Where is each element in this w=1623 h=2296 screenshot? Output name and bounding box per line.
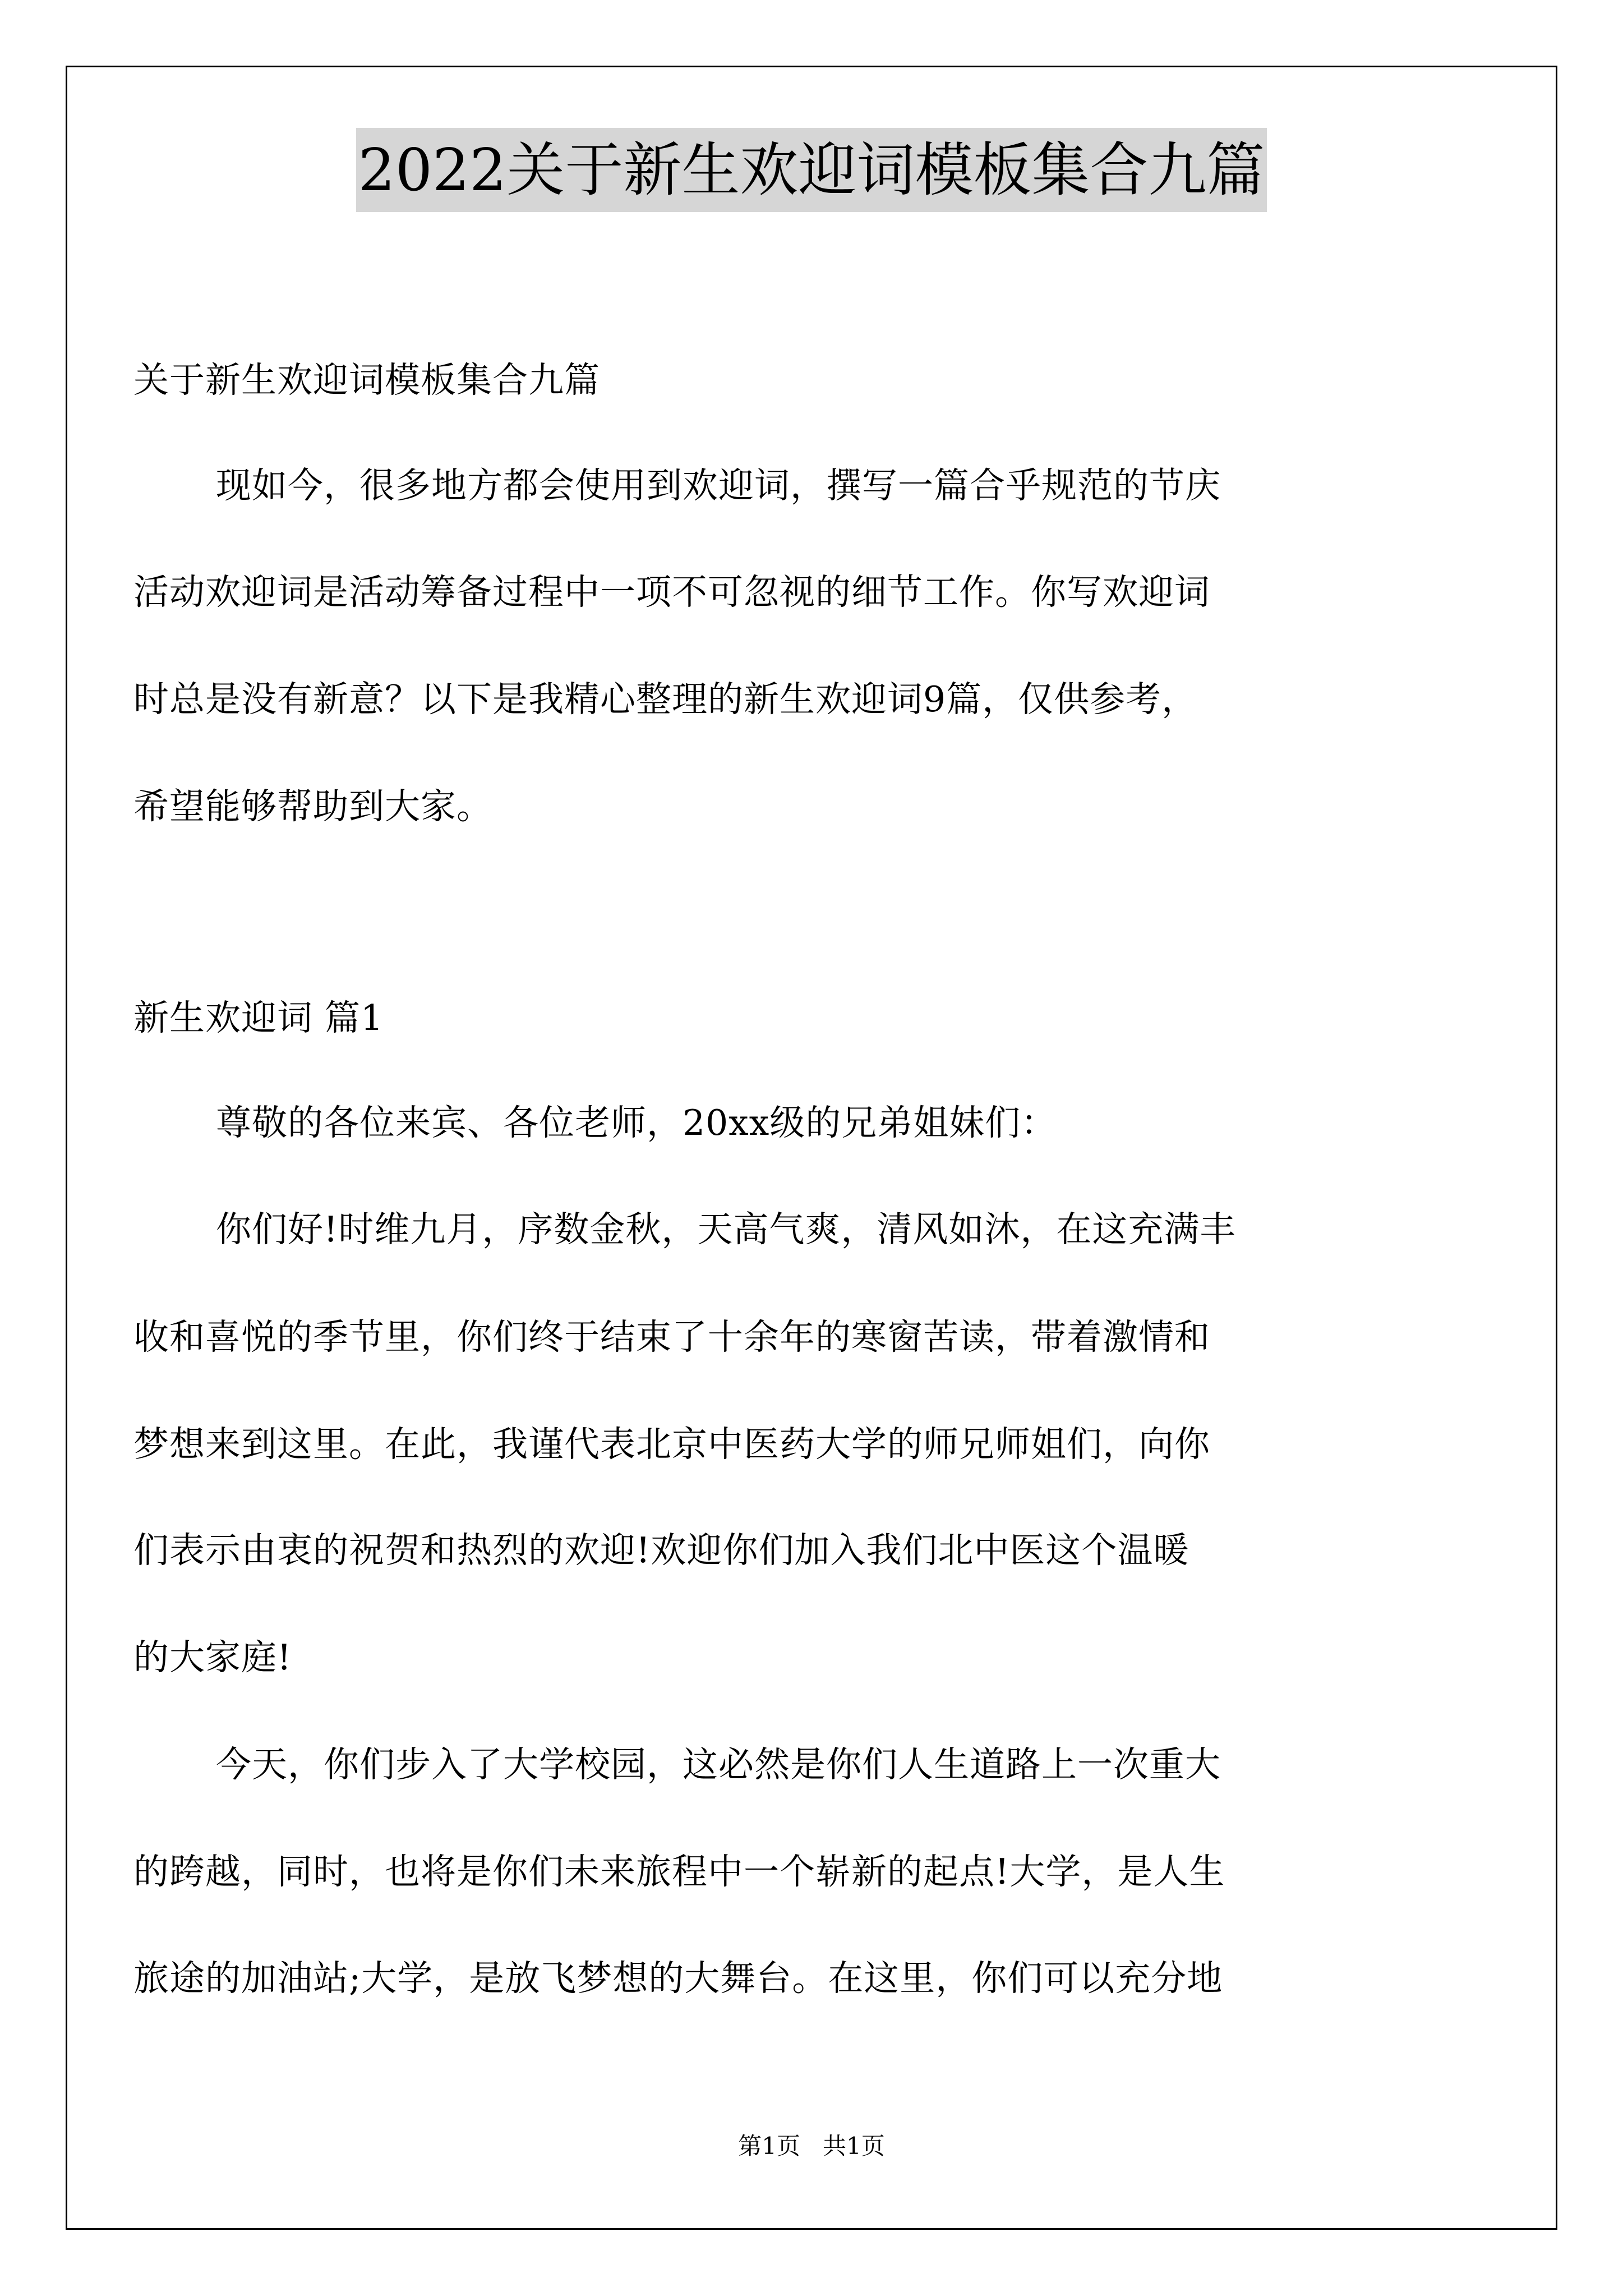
paragraph-line: 收和喜悦的季节里，你们终于结束了十余年的寒窗苦读，带着激情和	[133, 1317, 1210, 1358]
paragraph-line: 旅途的加油站;大学，是放飞梦想的大舞台。在这里，你们可以充分地	[133, 1958, 1223, 1999]
title-container	[0, 128, 1623, 212]
document-subtitle: 关于新生欢迎词模板集合九篇	[133, 360, 600, 401]
paragraph-line: 你们好!时维九月，序数金秋，天高气爽，清风如沐，在这充满丰	[216, 1209, 1236, 1250]
page-number-footer: 第1页 共1页	[738, 2132, 885, 2160]
section-heading: 新生欢迎词 篇1	[133, 997, 384, 1038]
paragraph-line: 今天，你们步入了大学校园，这必然是你们人生道路上一次重大	[216, 1744, 1221, 1785]
paragraph-line: 的跨越，同时，也将是你们未来旅程中一个崭新的起点!大学，是人生	[133, 1851, 1225, 1892]
salutation: 尊敬的各位来宾、各位老师，20xx级的兄弟姐妹们：	[216, 1102, 1057, 1143]
paragraph-line: 们表示由衷的祝贺和热烈的欢迎!欢迎你们加入我们北中医这个温暖	[133, 1530, 1189, 1571]
document-title: 2022关于新生欢迎词模板集合九篇	[356, 128, 1267, 212]
intro-line: 时总是没有新意？以下是我精心整理的新生欢迎词9篇，仅供参考，	[133, 679, 1198, 720]
paragraph-line: 的大家庭!	[133, 1637, 292, 1678]
intro-line: 现如今，很多地方都会使用到欢迎词，撰写一篇合乎规范的节庆	[216, 465, 1221, 506]
intro-line: 活动欢迎词是活动筹备过程中一项不可忽视的细节工作。你写欢迎词	[133, 572, 1210, 613]
intro-line: 希望能够帮助到大家。	[133, 786, 492, 827]
paragraph-line: 梦想来到这里。在此，我谨代表北京中医药大学的师兄师姐们，向你	[133, 1424, 1210, 1465]
